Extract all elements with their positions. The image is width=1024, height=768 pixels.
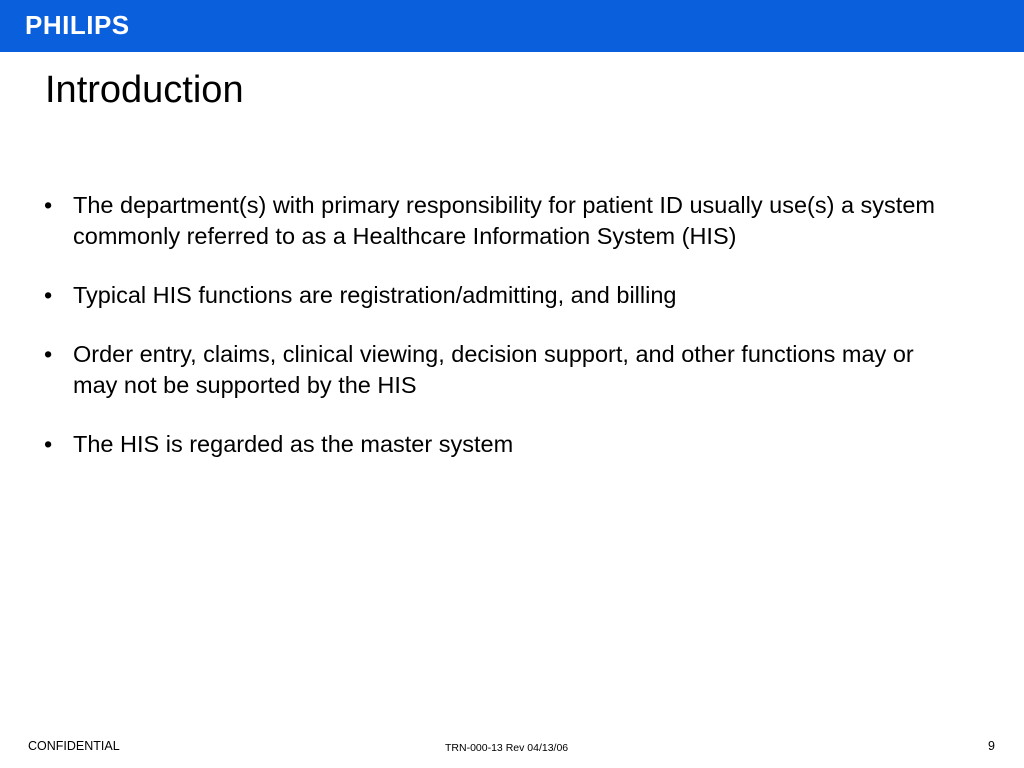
bullet-text: Typical HIS functions are registration/admitting, and billing <box>73 282 677 308</box>
bullet-icon: • <box>44 431 53 457</box>
bullet-icon: • <box>44 341 53 367</box>
bullet-item <box>44 339 944 401</box>
footer-doc-code: TRN-000-13 Rev 04/13/06 <box>445 742 569 754</box>
footer-confidential: CONFIDENTIAL <box>28 739 120 753</box>
philips-logo: PHILIPS <box>25 10 130 40</box>
bullet-item <box>44 429 944 460</box>
slide-title: Introduction <box>45 69 244 111</box>
bullet-text: The department(s) with primary responsibility for patient ID usually use(s) a system commonly referred to as a Healthcare Information System (HIS) <box>73 192 935 249</box>
header-bar <box>0 0 1024 52</box>
page-number: 9 <box>988 739 995 753</box>
bullet-text: Order entry, claims, clinical viewing, decision support, and other functions may or may not be supported by the HIS <box>73 341 914 398</box>
bullet-item <box>44 280 944 311</box>
bullet-item <box>44 190 944 252</box>
bullet-list <box>44 190 944 488</box>
bullet-icon: • <box>44 192 53 218</box>
bullet-icon: • <box>44 282 53 308</box>
bullet-text: The HIS is regarded as the master system <box>73 431 514 457</box>
